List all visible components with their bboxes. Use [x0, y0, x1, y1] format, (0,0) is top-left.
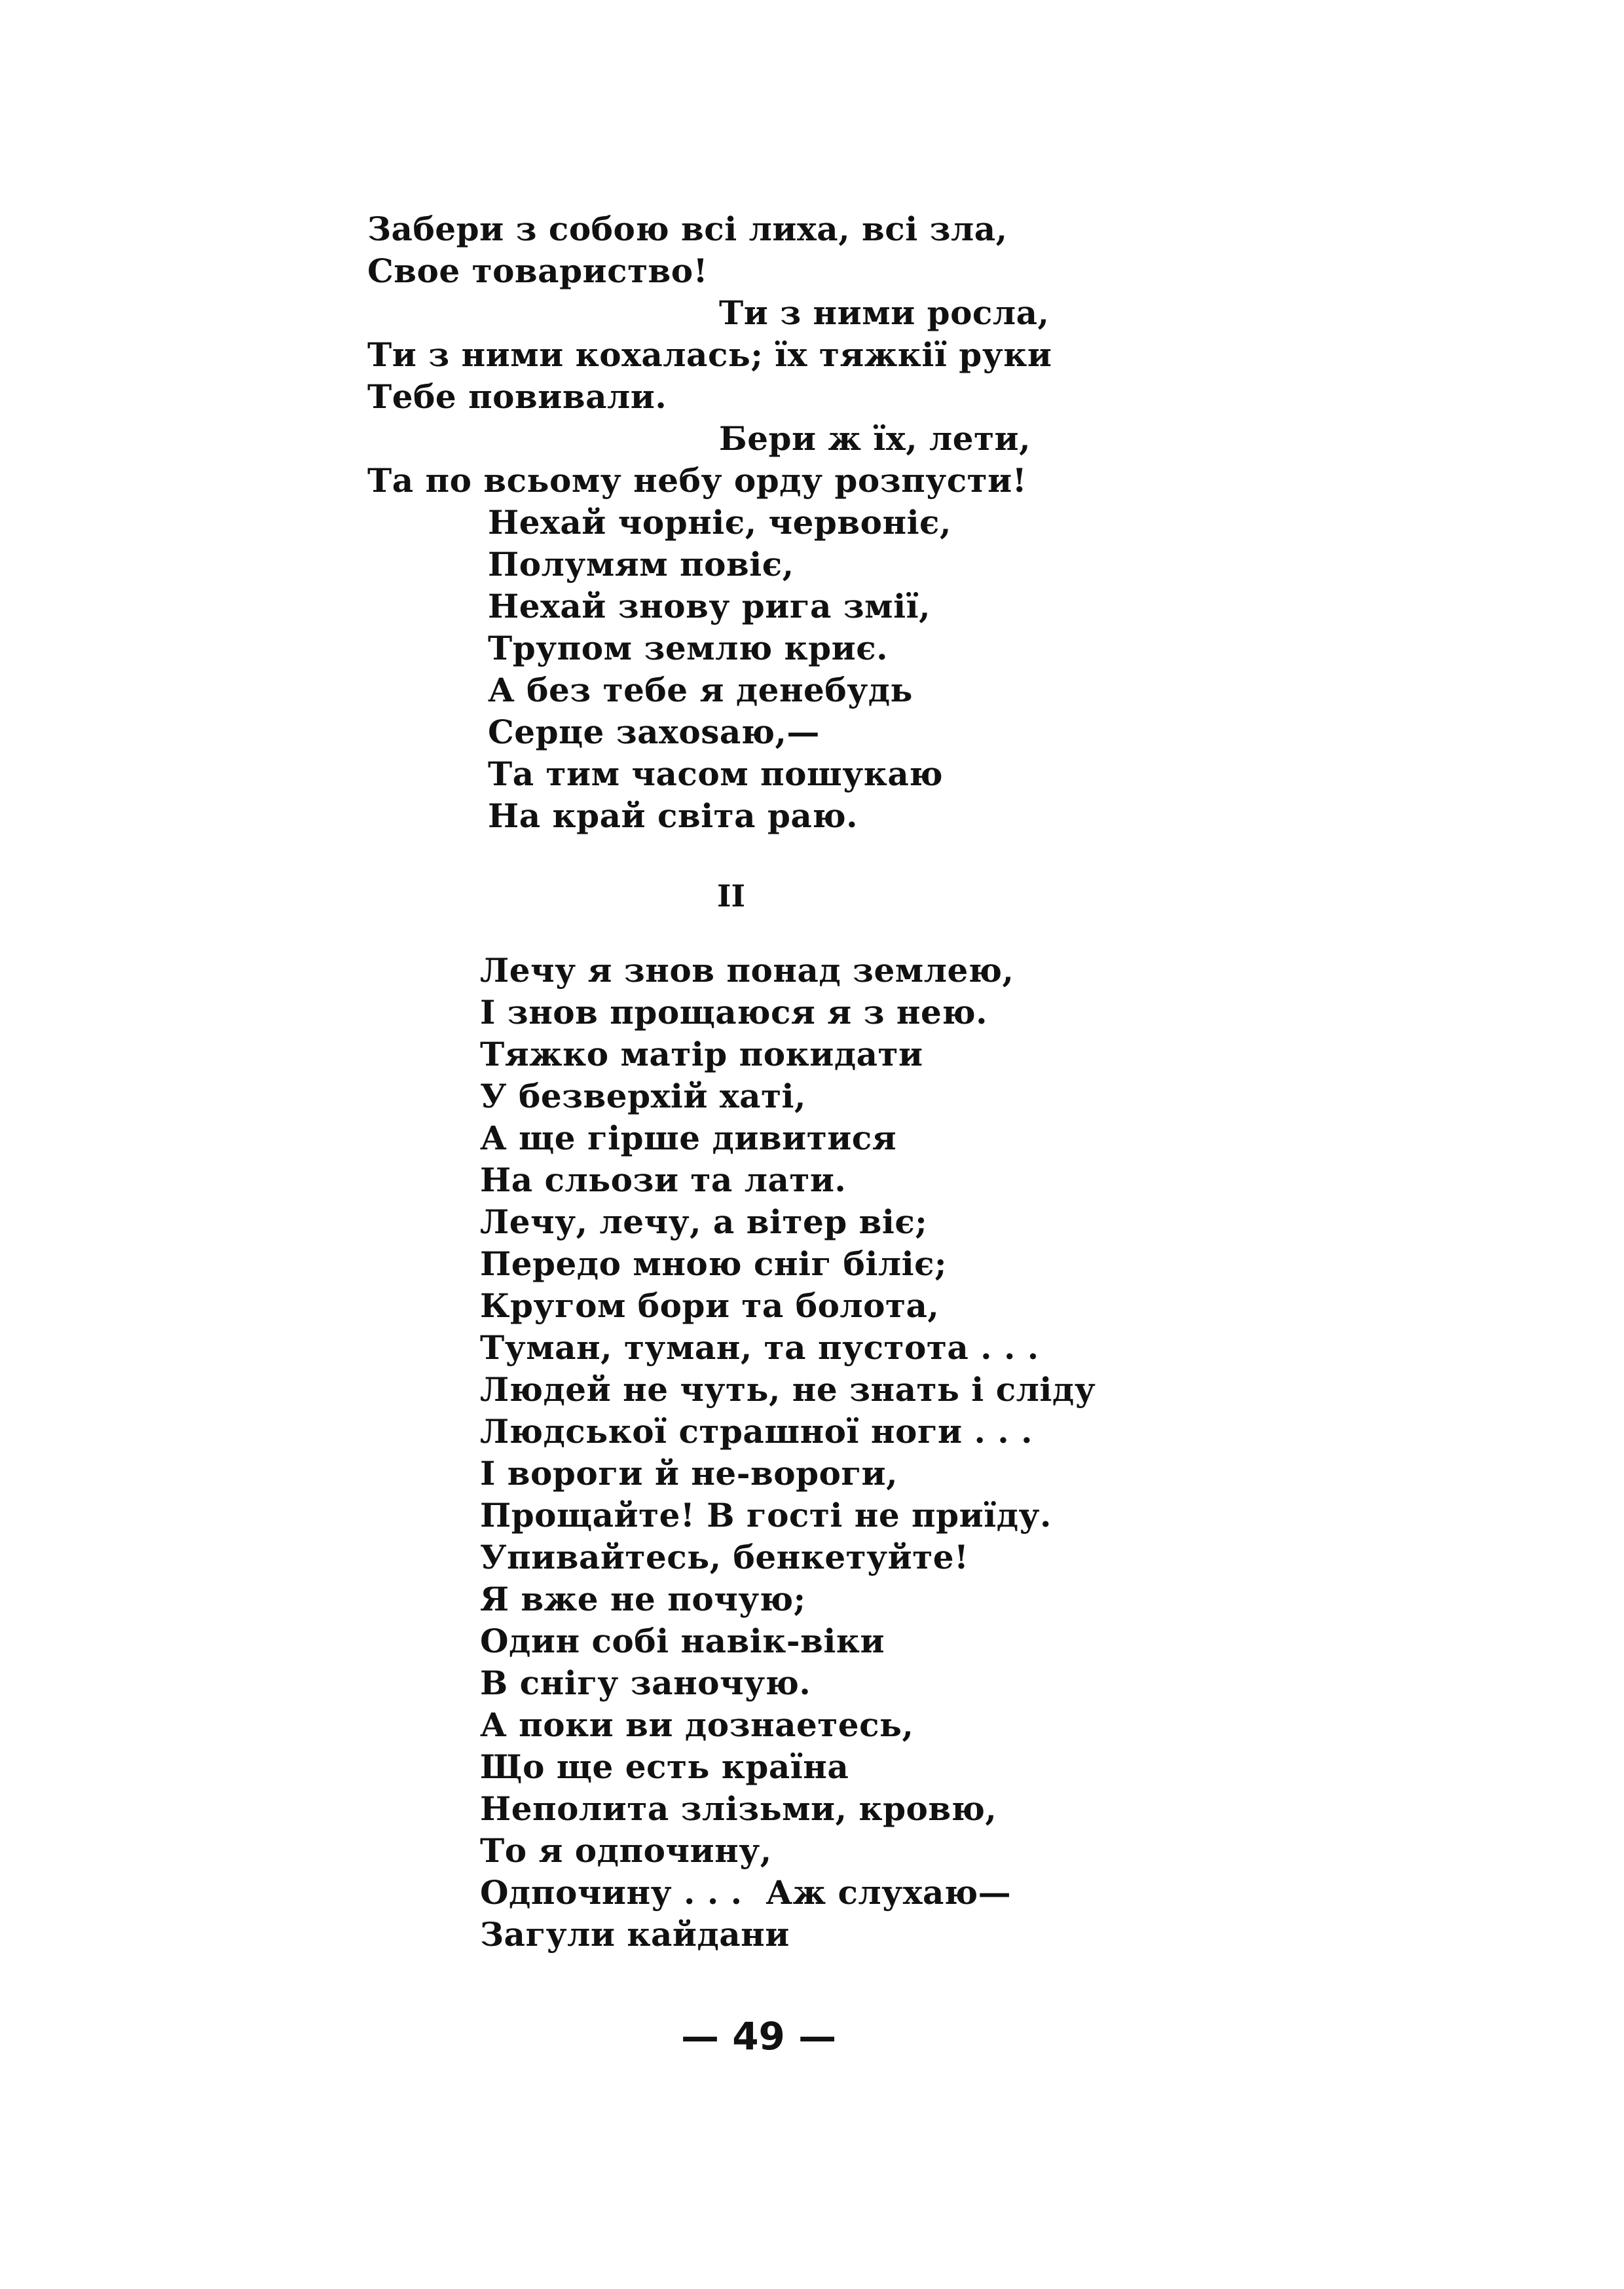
- poem-line: Кругом бори та болота,: [480, 1286, 940, 1325]
- poem-line: Полумям повіє,: [488, 545, 794, 584]
- poem-line: Упивайтесь, бенкетуйте!: [480, 1538, 969, 1576]
- poem-line: У безверхій хаті,: [480, 1077, 806, 1115]
- poem-line: Лечу, лечу, а вітер віє;: [480, 1202, 928, 1241]
- poem-line: Загули кайдани: [480, 1915, 790, 1954]
- poem-line: Та по всьому небу орду розпусти!: [367, 461, 1027, 500]
- poem-line: І вороги й не-вороги,: [480, 1454, 898, 1493]
- poem-line: І знов прощаюся я з нею.: [480, 993, 988, 1032]
- poem-line: Неполита злізьми, кровю,: [480, 1789, 997, 1828]
- poem-line: Нехай знову рига змії,: [488, 587, 931, 625]
- poem-line: Тебе повивали.: [367, 377, 667, 416]
- poem-line: Людей не чуть, не знать і сліду: [480, 1370, 1096, 1409]
- poem-line: На сльози та лати.: [480, 1161, 847, 1199]
- poem-line: Трупом землю криє.: [488, 629, 889, 667]
- poem-line: А поки ви дознаетесь,: [480, 1705, 914, 1744]
- poem-line: Я вже не почую;: [480, 1580, 806, 1618]
- poem-line: Бери ж їх, лети,: [719, 419, 1031, 458]
- poem-line: Одпочину . . . Аж слухаю—: [480, 1873, 1012, 1912]
- poem-line: В снігу заночую.: [480, 1664, 811, 1702]
- poem-line: Людської страшної ноги . . .: [480, 1412, 1033, 1451]
- poem-line: Один собі навік-віки: [480, 1622, 885, 1660]
- poem-line: Серце захоsаю,—: [488, 713, 820, 751]
- poem-line: Тяжко матір покидати: [480, 1035, 923, 1073]
- poem-line: На край світа раю.: [488, 796, 858, 835]
- section-heading: II: [717, 878, 746, 914]
- poem-line: Свое товариство!: [367, 251, 709, 290]
- poem-line: А ще гірше дивитися: [480, 1119, 897, 1157]
- poem-line: Ти з ними кохалась; їх тяжкії руки: [367, 335, 1052, 374]
- poem-line: Передо мною сніг біліє;: [480, 1244, 948, 1283]
- poem-line: Забери з собою всі лиха, всі зла,: [367, 210, 1008, 248]
- poem-line: Ти з ними росла,: [719, 293, 1050, 332]
- poem-line: Туман, туман, та пустота . . .: [480, 1328, 1039, 1367]
- poem-line: Лечу я знов понад землею,: [480, 951, 1014, 990]
- page-number: — 49 —: [681, 2014, 837, 2058]
- poem-line: Що ще есть країна: [480, 1747, 849, 1786]
- poem-line: А без тебе я денебудь: [488, 671, 913, 709]
- poem-line: Нехай чорніє, червоніє,: [488, 503, 951, 542]
- poem-line: То я одпочину,: [480, 1831, 772, 1870]
- poem-line: Прощайте! В гості не приїду.: [480, 1496, 1052, 1535]
- poem-line: Та тим часом пошукаю: [488, 754, 944, 793]
